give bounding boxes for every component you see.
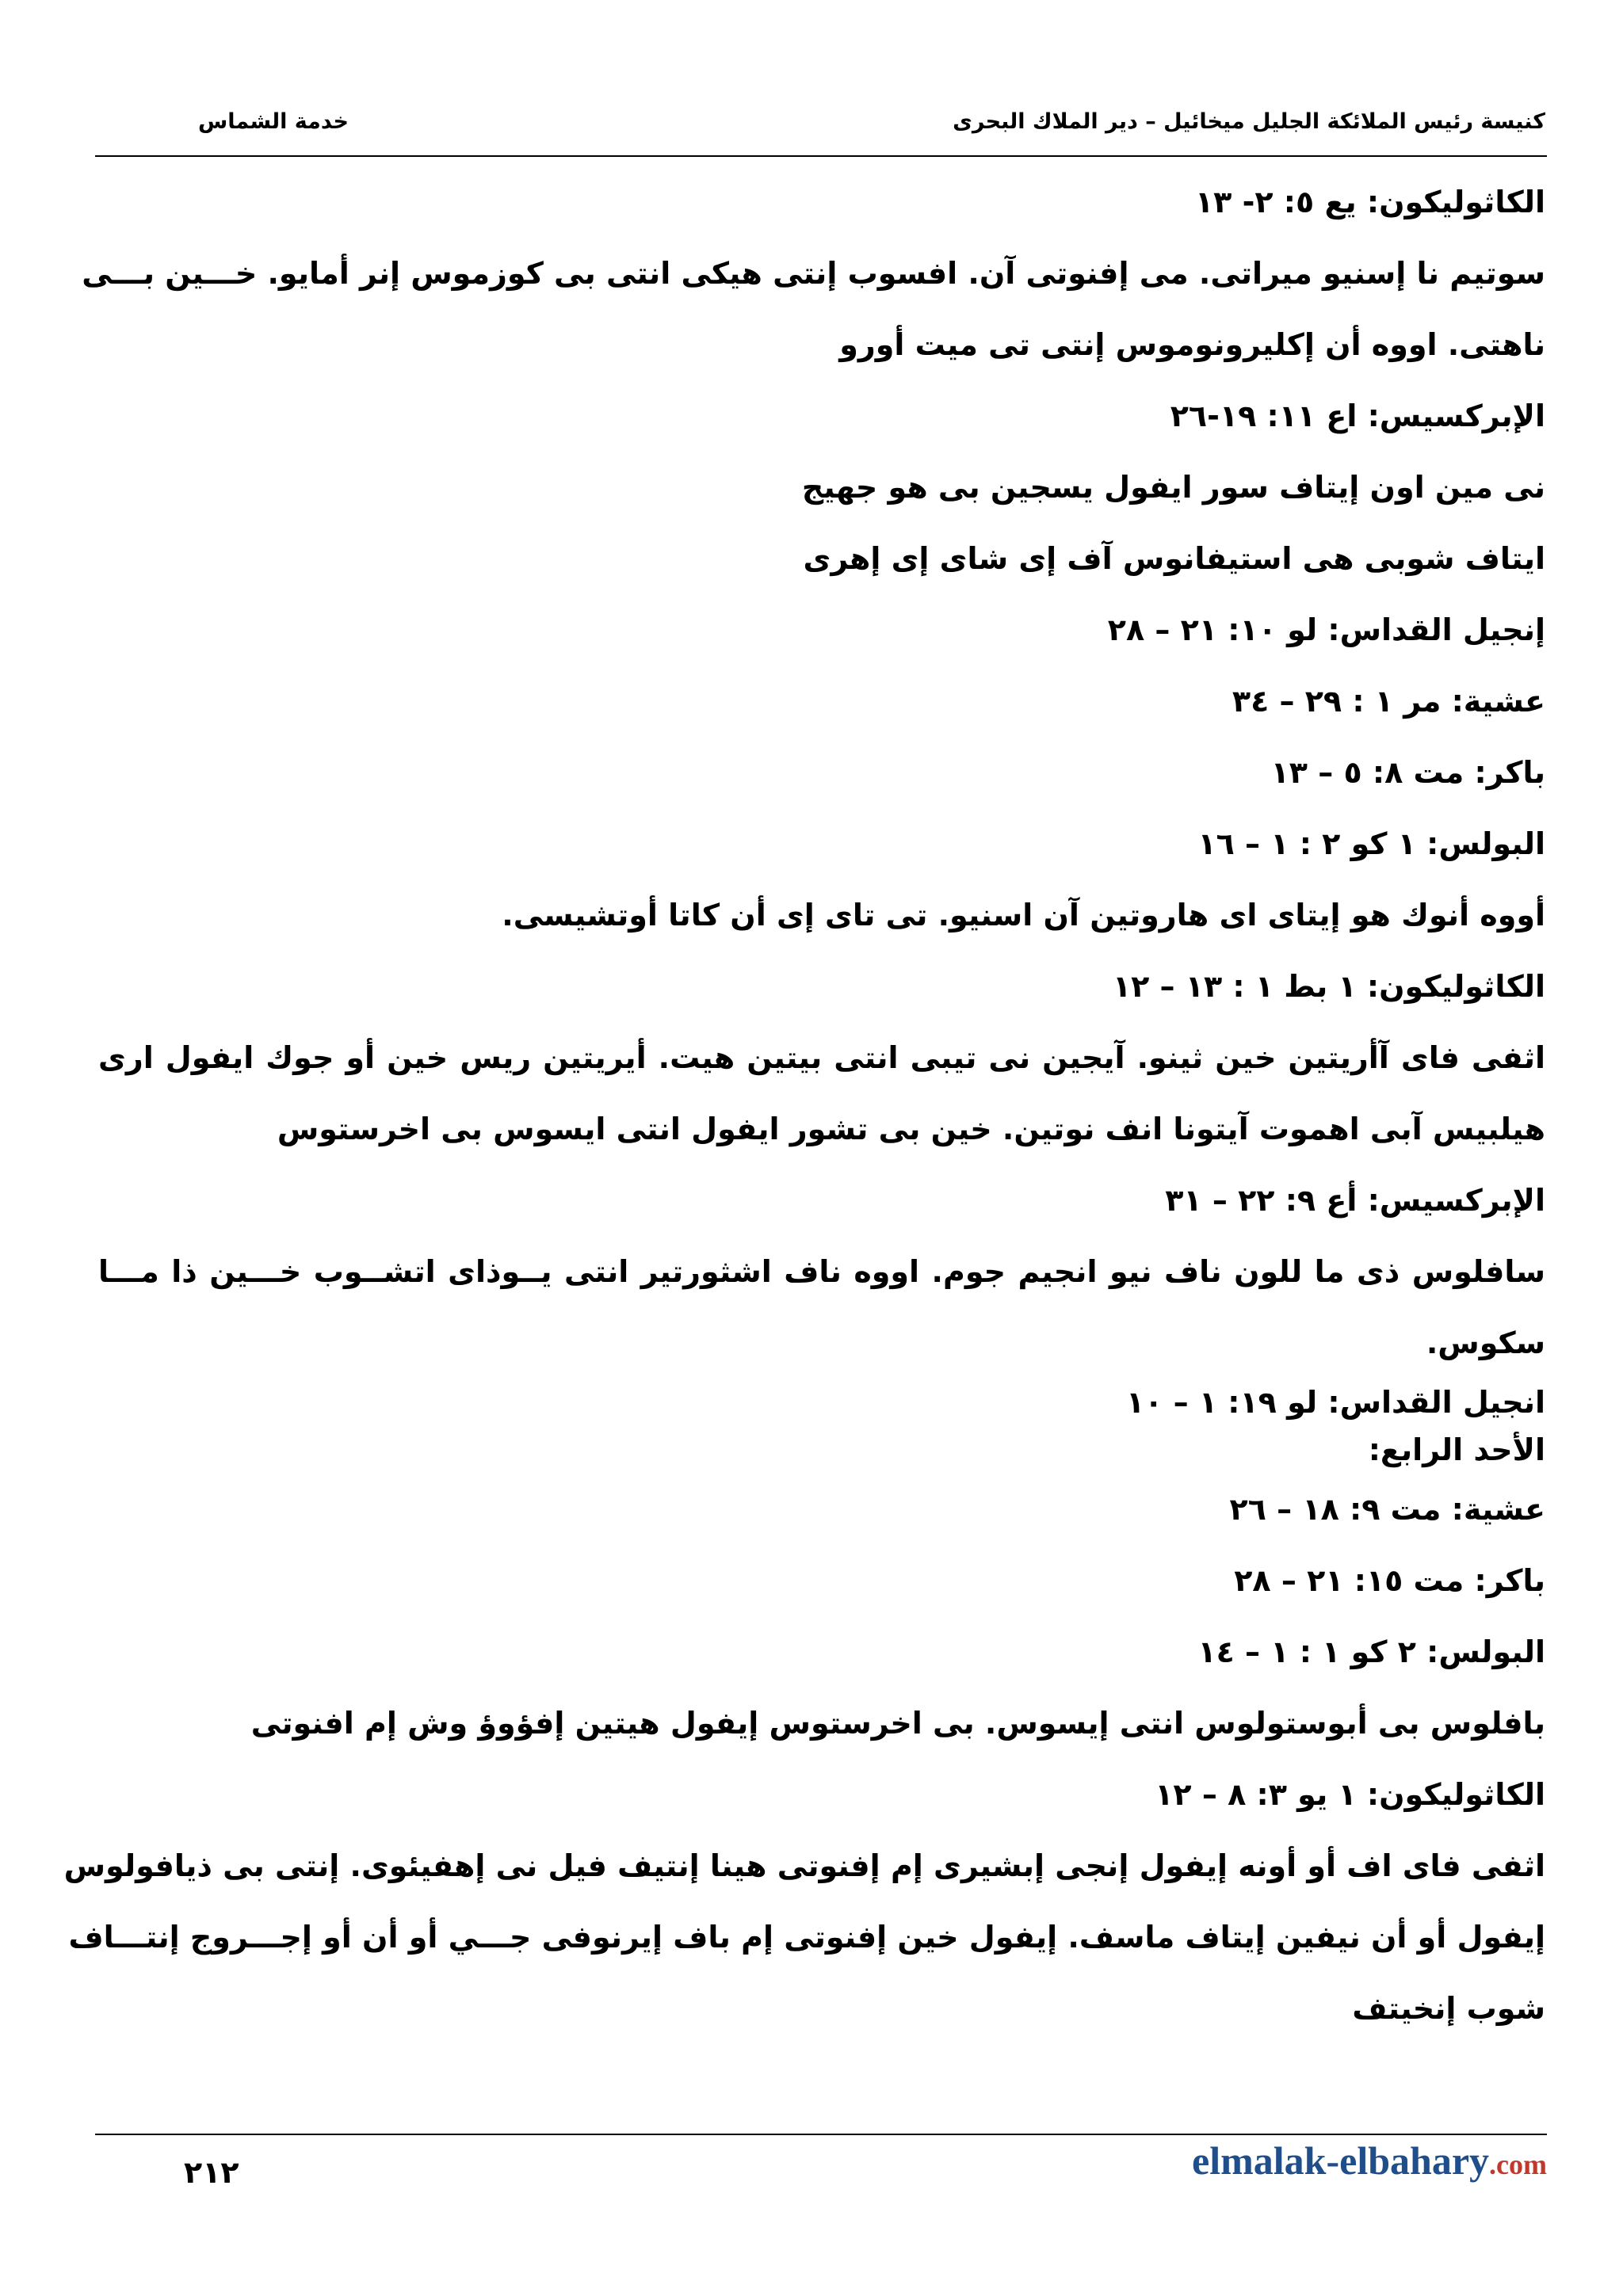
text-line: بافلوس بى أبوستولوس انتى إيسوس. بى اخرستوس إيفول هيتين إفؤوؤ وش إم افنوتى	[250, 1706, 1545, 1741]
reading-reference: باكر: مت ٨: ٥ – ١٣	[1270, 755, 1545, 790]
header-divider	[95, 155, 1547, 157]
reading-reference: الكاثوليكون: يع ٥: ٢- ١٣	[1194, 185, 1545, 219]
text-line: ايتاف شوبى هى استيفانوس آف إى شاى إى إهرى	[803, 541, 1545, 576]
page-number: ٢١٢	[184, 2155, 239, 2190]
reading-reference: عشية: مر ١ : ٢٩ – ٣٤	[1232, 684, 1545, 719]
reading-reference: انجيل القداس: لو ١٩: ١ – ١٠	[1125, 1385, 1545, 1420]
text-line: سوتيم نا إسنيو ميراتى. مى إفنوتى آن. افسوب إنتى هيكى انتى بى كوزموس إنر أمايو. خـــين بـــى	[82, 256, 1545, 291]
text-line: سافلوس ذى ما للون ناف نيو انجيم جوم. اووه ناف اشثورتير انتى يــوذاى اتشــوب خـــين ذا مـــا	[98, 1254, 1545, 1289]
text-line: إيفول أو أن نيفين إيتاف ماسف. إيفول خين إفنوتى إم باف إيرنوفى جـــي أو أن أو إجـــروج إنتـــاف	[68, 1920, 1545, 1955]
church-title: كنيسة رئيس الملائكة الجليل ميخائيل – دير الملاك البحرى	[953, 109, 1545, 134]
site-logo	[1192, 2138, 1547, 2183]
reading-reference: البولس: ١ كو ٢ : ١ – ١٦	[1197, 826, 1545, 861]
text-line: سكوس.	[1426, 1325, 1545, 1360]
text-line: أووه أنوك هو إيتاى اى هاروتين آن اسنيو. تى تاى إى أن كاتا أوتشيسى.	[502, 898, 1545, 933]
document-body	[63, 166, 1545, 2044]
text-line: شوب إنخيتف	[1352, 1991, 1545, 2026]
section-title: خدمة الشماس	[198, 109, 349, 134]
logo-tld-text: .com	[1489, 2149, 1547, 2180]
logo-main-text: elmalak-elbahary	[1192, 2138, 1490, 2183]
sunday-heading: الأحد الرابع:	[1368, 1432, 1545, 1467]
text-line: اثفى فاى آأريتين خين ثينو. آيجين نى تيبى انتى بيتين هيت. أيريتين ريس خين أو جوك ايفول ارى	[98, 1040, 1545, 1075]
reading-reference: الإبركسيس: اع ١١: ١٩-٢٦	[1170, 399, 1545, 433]
text-line: اثفى فاى اف أو أونه إيفول إنجى إبشيرى إم إفنوتى هينا إنتيف فيل نى إهفيئوى. إنتى بى ذيافولوس	[63, 1848, 1545, 1883]
reading-reference: الإبركسيس: أع ٩: ٢٢ – ٣١	[1165, 1183, 1545, 1218]
reading-reference: باكر: مت ١٥: ٢١ – ٢٨	[1234, 1563, 1545, 1598]
reading-reference: عشية: مت ٩: ١٨ – ٢٦	[1229, 1492, 1545, 1527]
text-line: ناهتى. اووه أن إكليرونوموس إنتى تى ميت أورو	[839, 327, 1545, 362]
page-header	[95, 109, 1545, 149]
footer-divider	[95, 2134, 1547, 2135]
reading-reference: الكاثوليكون: ١ بط ١ : ١٣ – ١٢	[1112, 969, 1545, 1004]
text-line: نى مين اون إيتاف سور ايفول يسجين بى هو جهيج	[801, 470, 1545, 505]
reading-reference: إنجيل القداس: لو ١٠: ٢١ – ٢٨	[1107, 612, 1545, 647]
reading-reference: البولس: ٢ كو ١ : ١ – ١٤	[1197, 1634, 1545, 1669]
reading-reference: الكاثوليكون: ١ يو ٣: ٨ – ١٢	[1155, 1777, 1545, 1812]
text-line: هيلبيس آبى اهموت آيتونا انف نوتين. خين بى تشور ايفول انتى ايسوس بى اخرستوس	[277, 1112, 1545, 1146]
